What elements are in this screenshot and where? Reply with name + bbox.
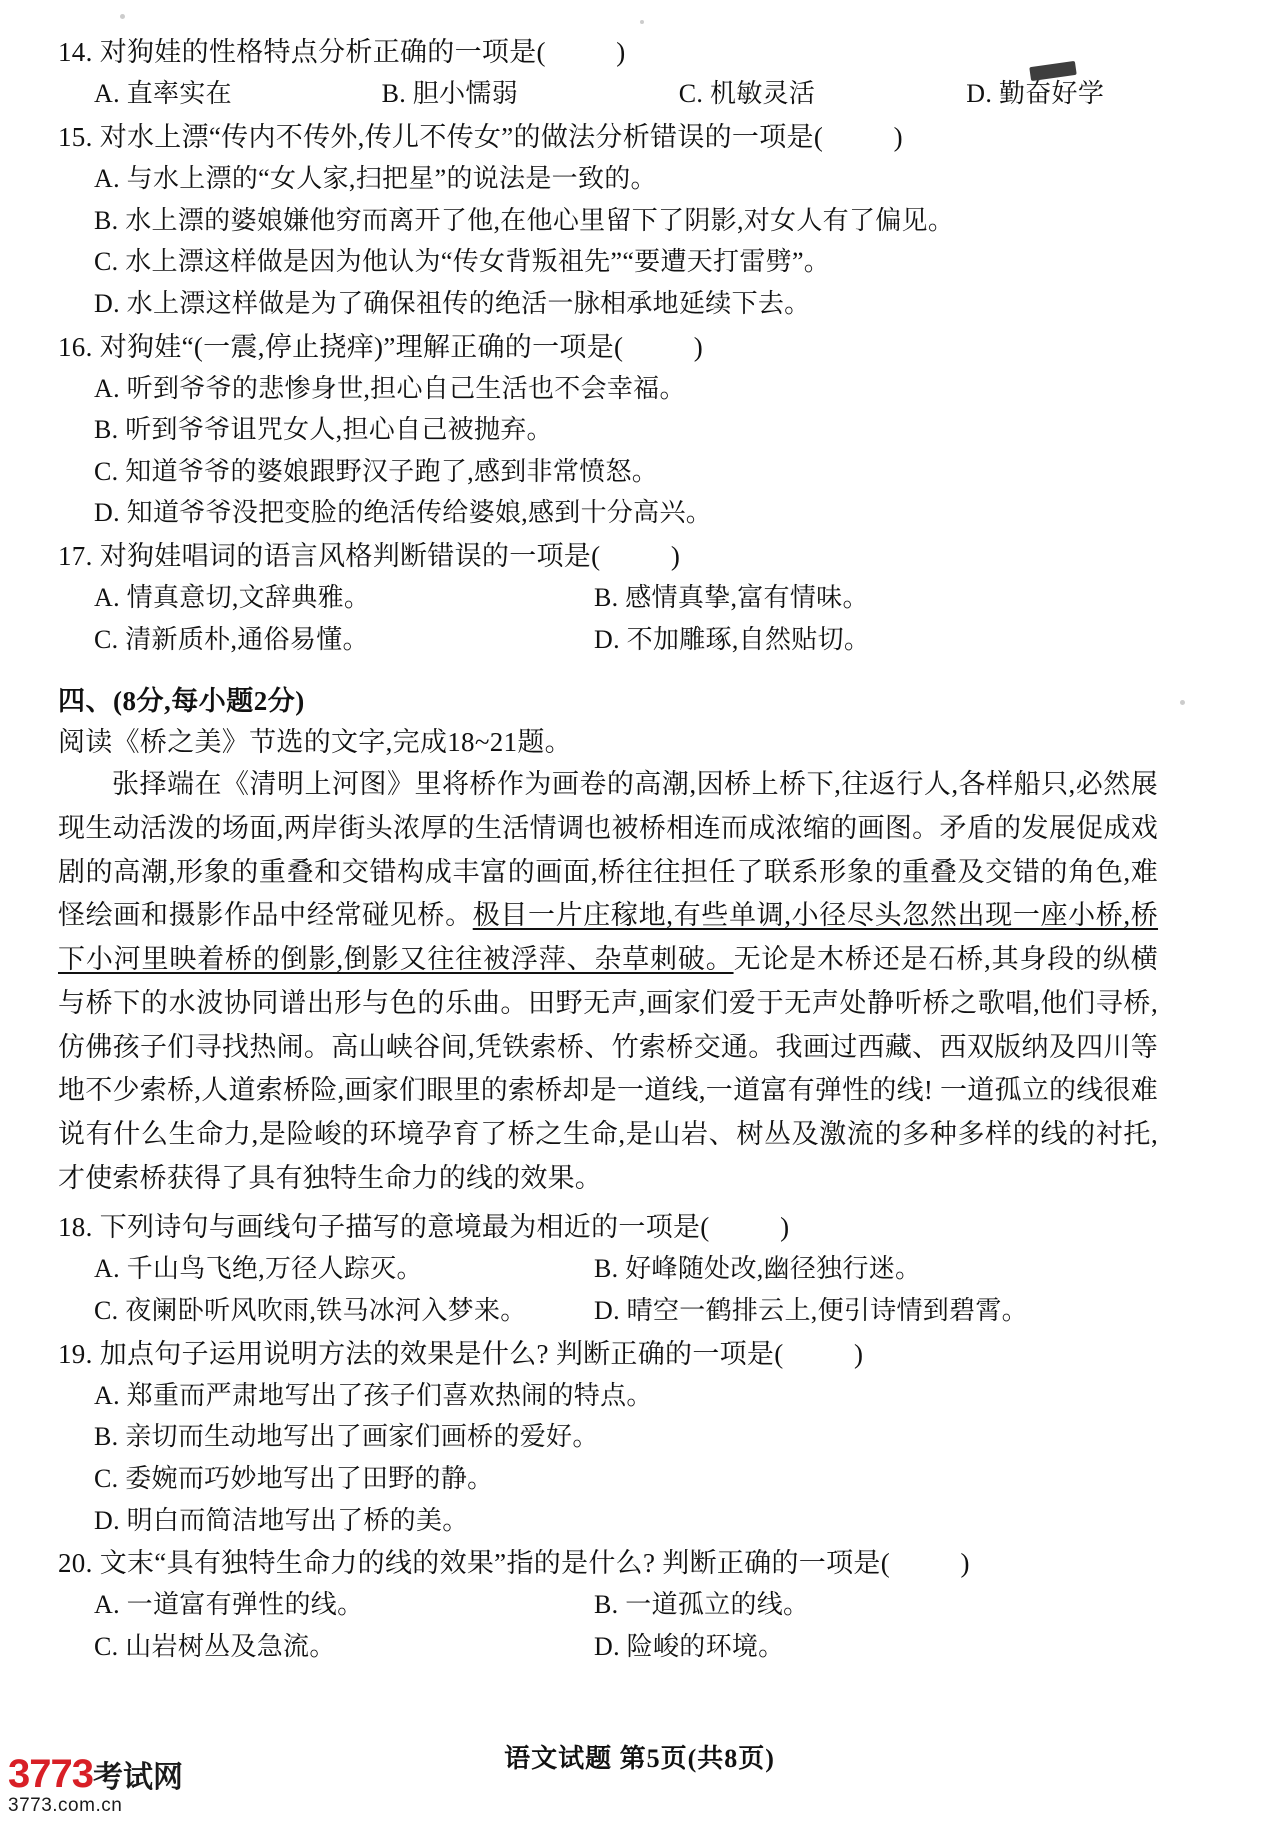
option-d[interactable]: D. 不加雕琢,自然贴切。	[594, 625, 871, 655]
section-lead: 阅读《桥之美》节选的文字,完成18~21题。	[58, 727, 572, 758]
reading-passage	[58, 763, 1158, 1200]
option-a[interactable]: A. 一道富有弹性的线。	[94, 1590, 364, 1620]
question-17-options-row2	[94, 619, 1158, 661]
watermark-main: 3773考试网	[8, 1752, 183, 1796]
option-d[interactable]: D. 险峻的环境。	[594, 1632, 785, 1662]
question-17-stem: 17. 对狗娃唱词的语言风格判断错误的一项是( )	[58, 540, 681, 571]
watermark-url: 3773.com.cn	[8, 1795, 123, 1816]
option-a[interactable]: A. 听到爷爷的悲惨身世,担心自己生活也不会幸福。	[94, 373, 686, 403]
option-b[interactable]: B. 胆小懦弱	[381, 79, 519, 109]
option-c[interactable]: C. 委婉而巧妙地写出了田野的静。	[94, 1464, 494, 1494]
question-19-stem: 19. 加点句子运用说明方法的效果是什么? 判断正确的一项是( )	[58, 1338, 864, 1369]
option-a[interactable]: A. 与水上漂的“女人家,扫把星”的说法是一致的。	[94, 164, 657, 194]
question-14-stem: 14. 对狗娃的性格特点分析正确的一项是( )	[58, 37, 626, 67]
question-17-options-row1	[94, 577, 1158, 619]
question-17	[58, 536, 1158, 661]
option-d[interactable]: D. 知道爷爷没把变脸的绝活传给婆娘,感到十分高兴。	[94, 498, 713, 528]
option-a[interactable]: A. 郑重而严肃地写出了孩子们喜欢热闹的特点。	[94, 1380, 653, 1410]
option-c[interactable]: C. 知道爷爷的婆娘跟野汉子跑了,感到非常愤怒。	[94, 456, 659, 486]
option-c[interactable]: C. 水上漂这样做是因为他认为“传女背叛祖先”“要遭天打雷劈”。	[94, 247, 831, 277]
question-15	[58, 117, 1158, 324]
question-15-stem: 15. 对水上漂“传内不传外,传儿不传女”的做法分析错误的一项是( )	[58, 122, 903, 153]
question-20	[58, 1543, 1158, 1668]
passage-part2: 无论是木桥还是石桥,其身段的纵横与桥下的水波协同谱出形与色的乐曲。田野无声,画家们爱于无声处静听桥之歌唱,他们寻桥,仿佛孩子们寻找热闹。高山峡谷间,凭铁索桥、竹索桥交通。我画过西藏、西双版纳及四川等地不少索桥,人道索桥险,画家们眼里的索桥却是一道线,一道富有弹性的线! 一道孤立的线很难说有什么生命力,是险峻的环境孕育了桥之生命,是山岩、树丛及激流的多种多样的线的衬托,才使索桥获得了具有独特生命力的线的效果。	[58, 944, 1158, 1193]
option-d[interactable]: D. 勤奋好学	[966, 79, 1105, 109]
watermark-main-cn: 考试网	[92, 1761, 183, 1794]
option-c[interactable]: C. 夜阑卧听风吹雨,铁马冰河入梦来。	[94, 1295, 527, 1325]
question-20-stem: 20. 文末“具有独特生命力的线的效果”指的是什么? 判断正确的一项是( )	[58, 1548, 970, 1579]
option-b[interactable]: B. 一道孤立的线。	[594, 1590, 810, 1620]
question-18-stem: 18. 下列诗句与画线句子描写的意境最为相近的一项是( )	[58, 1211, 790, 1242]
paper-speck	[1180, 700, 1185, 705]
option-b[interactable]: B. 感情真挚,富有情味。	[594, 582, 869, 612]
question-18-options-row1	[94, 1248, 1158, 1290]
option-c[interactable]: C. 清新质朴,通俗易懂。	[94, 625, 369, 655]
question-18	[58, 1207, 1158, 1332]
question-16	[58, 327, 1158, 534]
section-title: 四、(8分,每小题2分)	[58, 686, 305, 717]
site-watermark	[8, 1754, 183, 1815]
question-19	[58, 1334, 1158, 1541]
passage-part1: 张择端在《清明上河图》里将桥作为画卷的高潮,因桥上桥下,往返行人,各样船只,必然展现生动活泼的场面,两岸街头浓厚的生活情调也被桥相连而成浓缩的画图。矛盾的发展促成戏剧的高潮,形象的重叠和交错构成丰富的画面,桥往往担任了联系形象的重叠及交错的角色,难怪绘画和摄影作品中经常碰见桥。	[58, 769, 1158, 931]
option-b[interactable]: B. 水上漂的婆娘嫌他穷而离开了他,在他心里留下了阴影,对女人有了偏见。	[94, 205, 955, 235]
option-c[interactable]: C. 山岩树丛及急流。	[94, 1632, 336, 1662]
page-footer: 语文试题 第5页(共8页)	[504, 1744, 775, 1773]
option-b[interactable]: B. 听到爷爷诅咒女人,担心自己被抛弃。	[94, 415, 553, 445]
option-a[interactable]: A. 情真意切,文辞典雅。	[94, 582, 371, 612]
question-20-options-row2	[94, 1626, 1158, 1668]
question-20-options-row1	[94, 1584, 1158, 1626]
option-d[interactable]: D. 水上漂这样做是为了确保祖传的绝活一脉相承地延续下去。	[94, 288, 811, 318]
paper-speck	[120, 14, 125, 19]
paper-speck	[640, 20, 644, 24]
option-d[interactable]: D. 明白而简洁地写出了桥的美。	[94, 1505, 469, 1535]
question-14-options	[94, 73, 1158, 115]
exam-content	[58, 30, 1158, 1668]
option-a[interactable]: A. 直率实在	[94, 79, 232, 109]
option-d[interactable]: D. 晴空一鹤排云上,便引诗情到碧霄。	[594, 1295, 1028, 1325]
option-b[interactable]: B. 亲切而生动地写出了画家们画桥的爱好。	[94, 1422, 599, 1452]
question-14	[58, 32, 1158, 115]
question-18-options-row2	[94, 1290, 1158, 1332]
option-c[interactable]: C. 机敏灵活	[678, 79, 816, 109]
option-a[interactable]: A. 千山鸟飞绝,万径人踪灭。	[94, 1253, 423, 1283]
option-b[interactable]: B. 好峰随处改,幽径独行迷。	[594, 1253, 922, 1283]
question-16-stem: 16. 对狗娃“(一震,停止挠痒)”理解正确的一项是( )	[58, 331, 704, 362]
passage-underlined: 极目一片庄稼地,有些单调,小径尽头忽然出现一座小桥,桥下小河里映着桥的倒影,倒影又往往被浮萍、杂草刺破。	[58, 900, 1159, 975]
